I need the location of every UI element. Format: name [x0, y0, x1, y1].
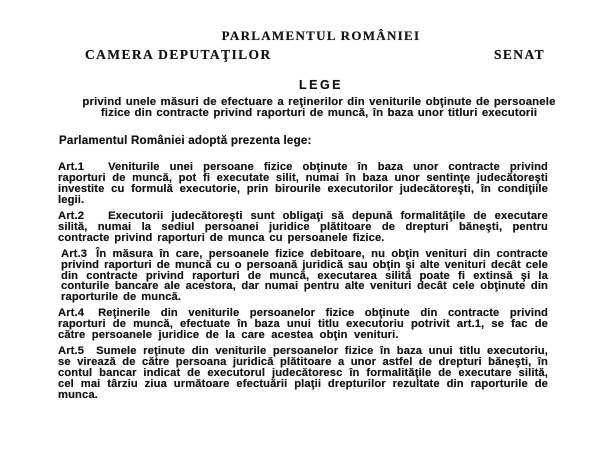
article-4-label: Art.4 [58, 307, 85, 320]
article-1-label: Art.1 [58, 161, 85, 174]
article-2-text: Executorii judecătoreşti sunt obligaţi să depună formalităţile de executare silită, numai la sediul persoanei juridice plătitoare de drepturi băneşti, pentru contracte privind raporturi de munca cu persoanele fizice. [58, 210, 548, 244]
article-5 [58, 346, 548, 401]
law-subtitle: privind unele măsuri de efectuare a reţinerilor din veniturile obţinute de persoanele fizice din contracte privind raporturi de muncă, în baza unor titluri executorii [82, 96, 556, 120]
article-2 [58, 211, 548, 244]
article-5-text: Sumele reţinute din veniturile persoanelor fizice în baza unui titlu executoriu, se virează de către persoana juridică plătitoare a unor astfel de drepturi băneşti, în contul bancar indicat de executorul judecătoresc în formalităţile de executare silită, cel mai târziu ziua următoare efectuării plaţii drepturilor rezultate din raporturile de munca. [58, 345, 548, 401]
article-3-label: Art.3 [61, 247, 88, 260]
article-4-text: Reţinerile din veniturile persoanelor fizice obţinute din contracte privind raporturi de muncă, efectuate în baza unui titlu executoriu potrivit art.1, se fac de către persoanele juridice de la care acestea obţin venituri. [58, 307, 548, 342]
law-heading: LEGE [298, 78, 344, 92]
article-1-text: Veniturile unei persoane fizice obţinute în baza unor contracte privind raporturi de muncă, pot fi executate silit, numai în baza unor sentinţe judecătoreşti investite cu formulă executorie, prin birourile executorilor judecătoreşti, în condiţiile legii. [58, 161, 548, 207]
chamber-left-label: CAMERA DEPUTAŢILOR [85, 47, 272, 62]
article-3-text: În măsura în care, persoanele fizice debitoare, nu obţin venituri din contracte privind raporturi de muncă cu o persoană juridică sau obţin şi alte venituri decât cele din contracte privind raporturi de muncă, executarea silită poate fi extinsă şi la conturile bancare ale acestora, dar numai pentru alte venituri decât cele obţinute din raporturile de muncă. [61, 247, 548, 304]
chamber-right-label: SENAT [493, 47, 545, 62]
articles-section [0, 162, 604, 400]
article-5-label: Art.5 [58, 345, 85, 357]
article-3 [58, 249, 548, 304]
article-4 [58, 308, 548, 341]
parliament-title: PARLAMENTUL ROMÂNIEI [221, 28, 421, 43]
enactment-clause: Parlamentul României adoptă prezenta lege: [59, 134, 312, 148]
chamber-row [0, 48, 604, 62]
article-1 [58, 162, 548, 206]
article-2-label: Art.2 [58, 210, 85, 223]
